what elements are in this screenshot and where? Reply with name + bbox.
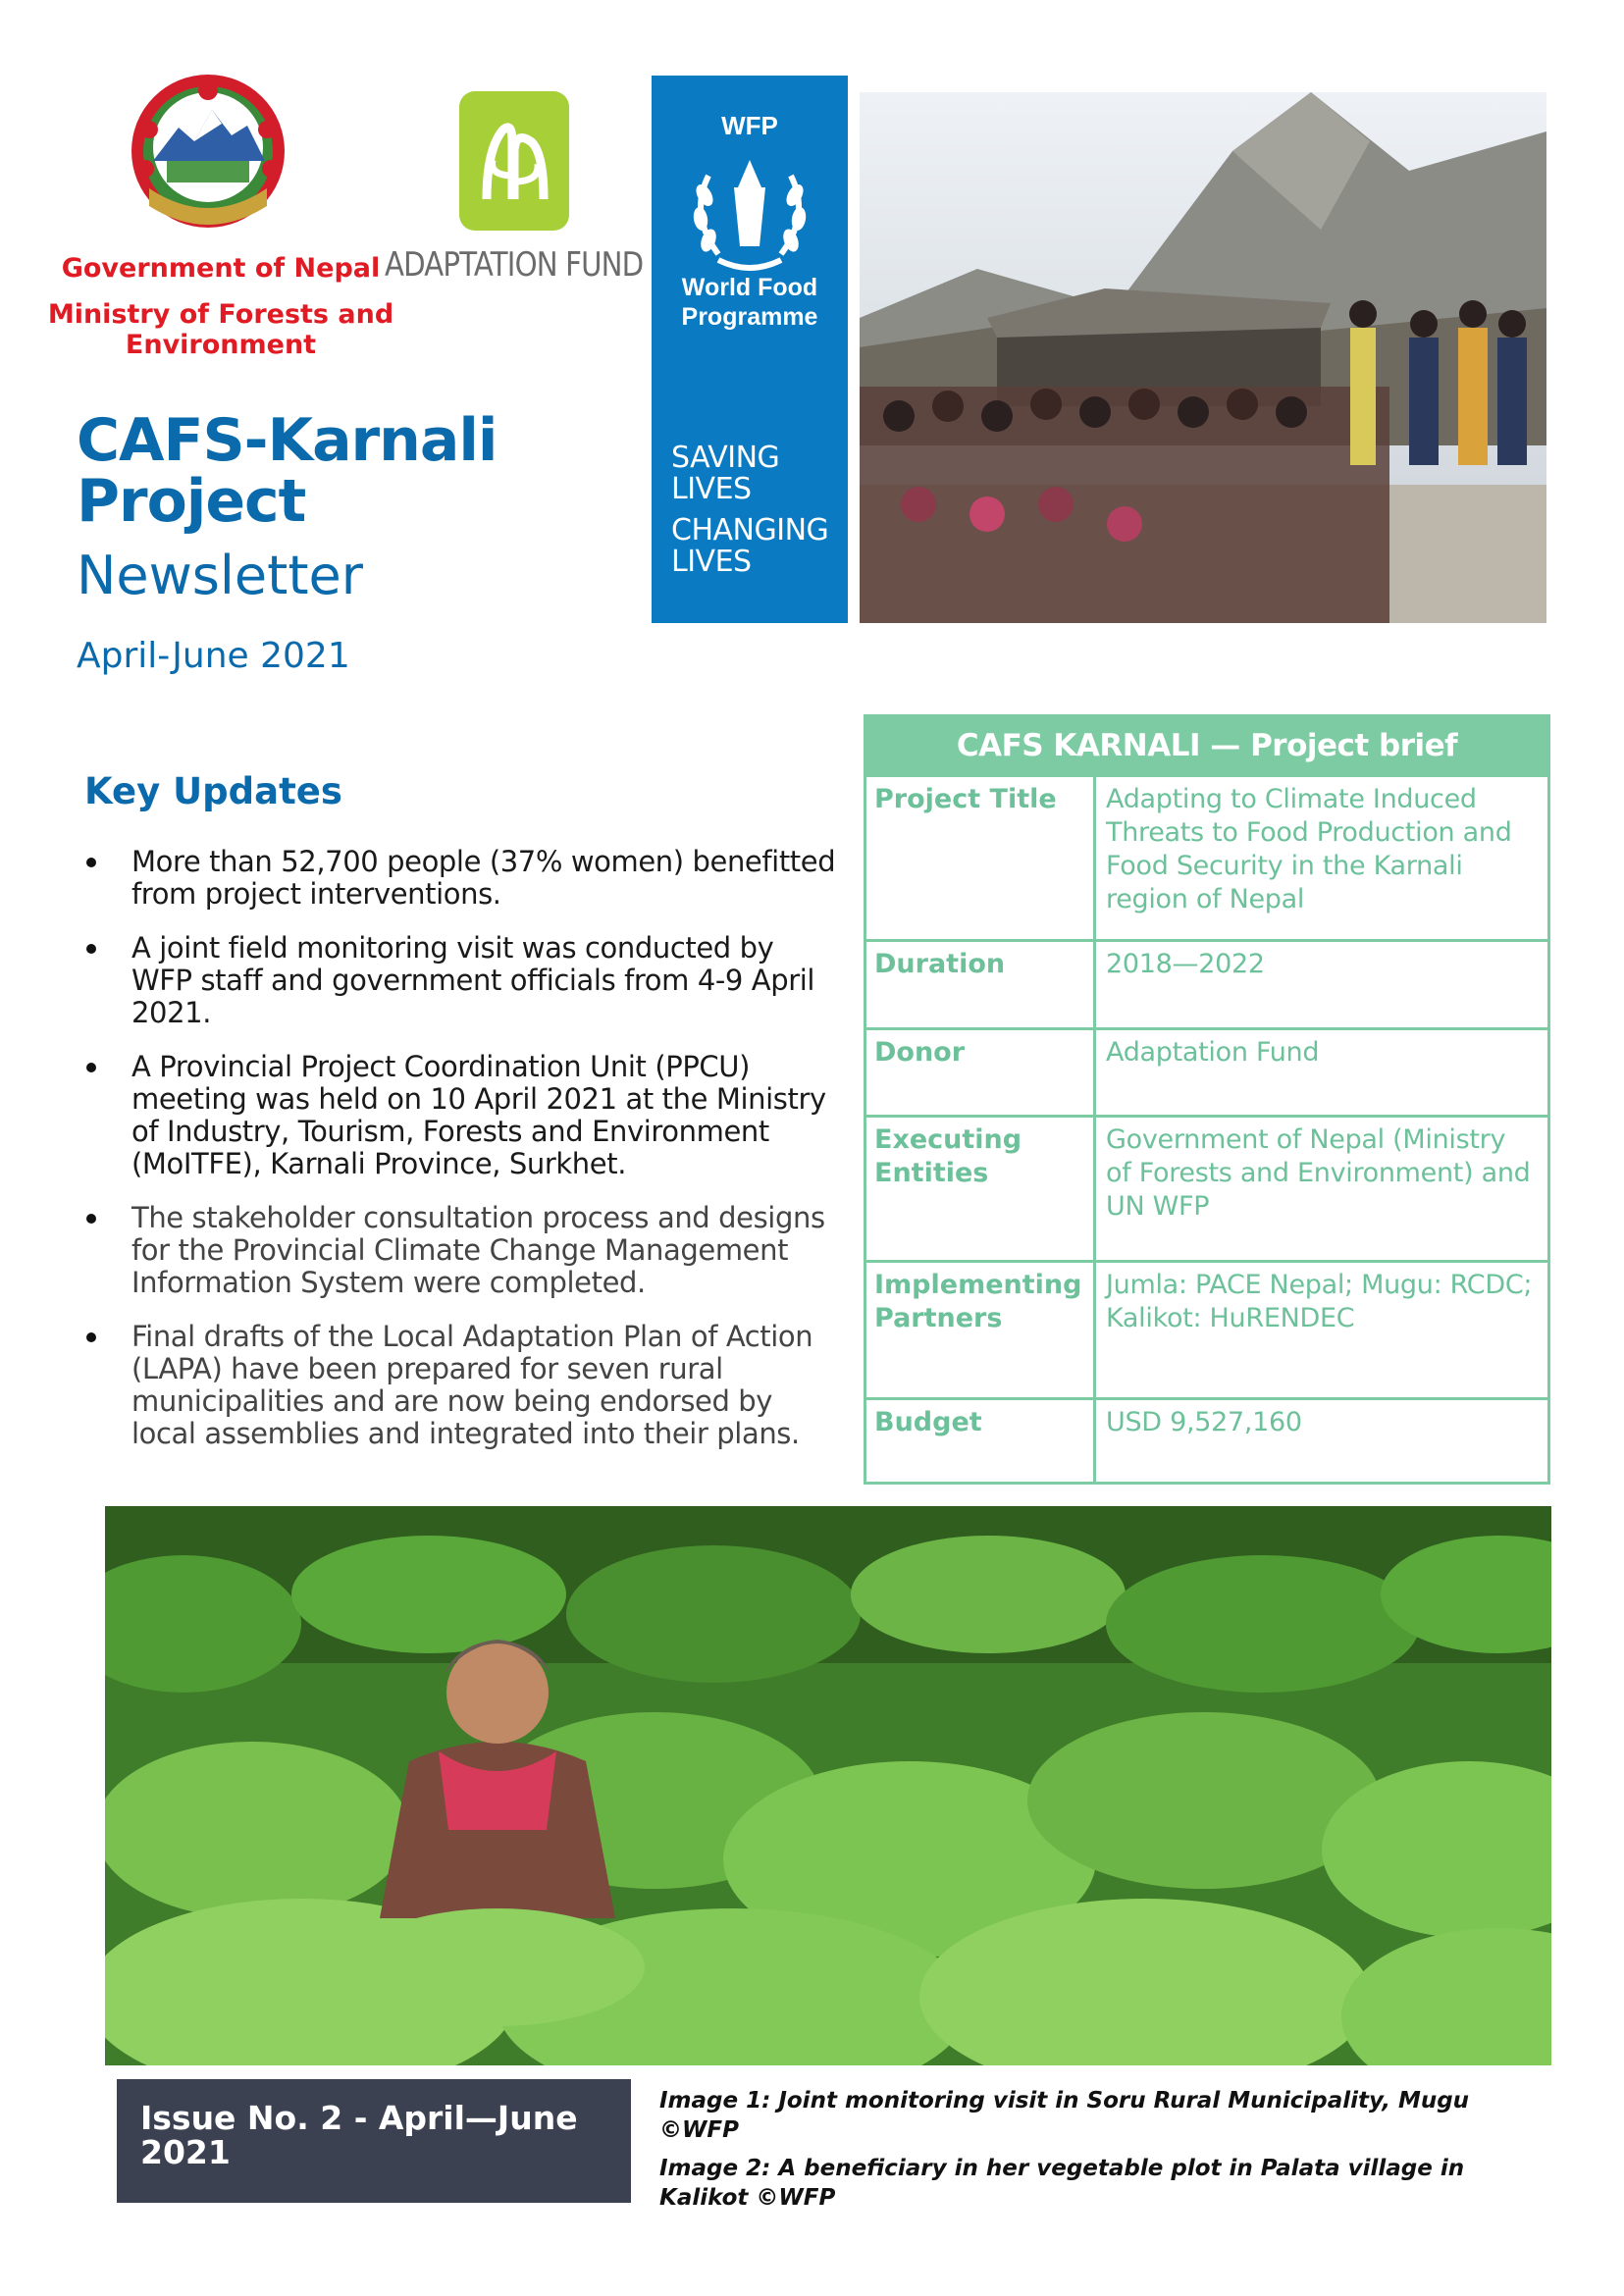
adaptation-fund-wordmark: ADAPTATION FUND (385, 245, 644, 285)
row-label: Donor (866, 1030, 1096, 1115)
wfp-tagline-changing: CHANGING LIVES (671, 513, 829, 579)
ministry-name: Ministry of Forests and Environment (47, 299, 394, 360)
government-name: Government of Nepal (61, 253, 381, 284)
table-row (866, 1260, 1547, 1397)
wfp-tagline-saving: SAVING LIVES (671, 441, 780, 506)
project-brief-table (864, 714, 1550, 1485)
adaptation-fund-logo-icon (459, 91, 569, 231)
bullet-icon (86, 858, 96, 867)
row-value: 2018—2022 (1106, 949, 1265, 979)
update-text: Final drafts of the Local Adaptation Plan of Action (LAPA) have been prepared for seven rural municipalities and are now being endorsed by local assemblies and integrated into their plans. (131, 1320, 813, 1450)
row-label: Project Title (866, 777, 1096, 939)
update-text: More than 52,700 people (37% women) benefitted from project interventions. (131, 845, 836, 911)
table-row (866, 1027, 1547, 1115)
row-value: USD 9,527,160 (1106, 1407, 1302, 1437)
wfp-name: World Food Programme (681, 274, 818, 331)
row-value: Government of Nepal (Ministry of Forests and Environment) and UN WFP (1106, 1124, 1531, 1222)
key-updates-heading: Key Updates (84, 770, 342, 812)
row-value: Adaptation Fund (1106, 1037, 1320, 1068)
row-label: Duration (866, 942, 1096, 1027)
list-item (82, 1051, 838, 1180)
list-item (82, 1202, 838, 1299)
image-2-caption: Image 2: A beneficiary in her vegetable plot in Palata village in Kalikot ©WFP (659, 2156, 1465, 2211)
table-row (866, 1115, 1547, 1260)
wfp-abbreviation: WFP (721, 111, 778, 140)
row-value: Adapting to Climate Induced Threats to Food Production and Food Security in the Karnali region of Nepal (1106, 784, 1512, 914)
issue-label: Issue No. 2 - April—June 2021 (117, 2079, 631, 2203)
row-label: Implementing Partners (866, 1263, 1096, 1397)
row-value: Jumla: PACE Nepal; Mugu: RCDC; Kalikot: HuRENDEC (1106, 1270, 1533, 1333)
vegetable-plot-photo (105, 1506, 1551, 2065)
list-item (82, 846, 838, 911)
wfp-wreath-icon (669, 136, 830, 284)
table-row (866, 1397, 1547, 1482)
newsletter-period: April-June 2021 (77, 636, 350, 676)
update-text: A Provincial Project Coordination Unit (PPCU) meeting was held on 10 April 2021 at the Ministry of Industry, Tourism, Forests and Environment (MoITFE), Karnali Province, Surkhet. (131, 1050, 826, 1180)
table-row (866, 939, 1547, 1027)
bullet-icon (86, 1214, 96, 1224)
newsletter-subtitle: Newsletter (77, 545, 363, 606)
table-row (866, 774, 1547, 939)
bullet-icon (86, 1063, 96, 1072)
key-updates-list (82, 846, 838, 1472)
nepal-emblem-icon (110, 71, 306, 237)
bullet-icon (86, 944, 96, 954)
newsletter-title: CAFS-Karnali Project (77, 406, 498, 536)
row-label: Budget (866, 1400, 1096, 1482)
image-1-caption: Image 1: Joint monitoring visit in Soru Rural Municipality, Mugu ©WFP (659, 2088, 1470, 2143)
row-label: Executing Entities (866, 1118, 1096, 1260)
monitoring-visit-photo (860, 92, 1546, 623)
project-brief-heading: CAFS KARNALI — Project brief (866, 717, 1547, 774)
wfp-panel (652, 76, 848, 623)
list-item (82, 932, 838, 1029)
update-text: The stakeholder consultation process and designs for the Provincial Climate Change Management Information System were completed. (131, 1201, 825, 1299)
bullet-icon (86, 1332, 96, 1342)
list-item (82, 1321, 838, 1450)
update-text: A joint field monitoring visit was conducted by WFP staff and government officials from 4-9 April 2021. (131, 931, 815, 1029)
